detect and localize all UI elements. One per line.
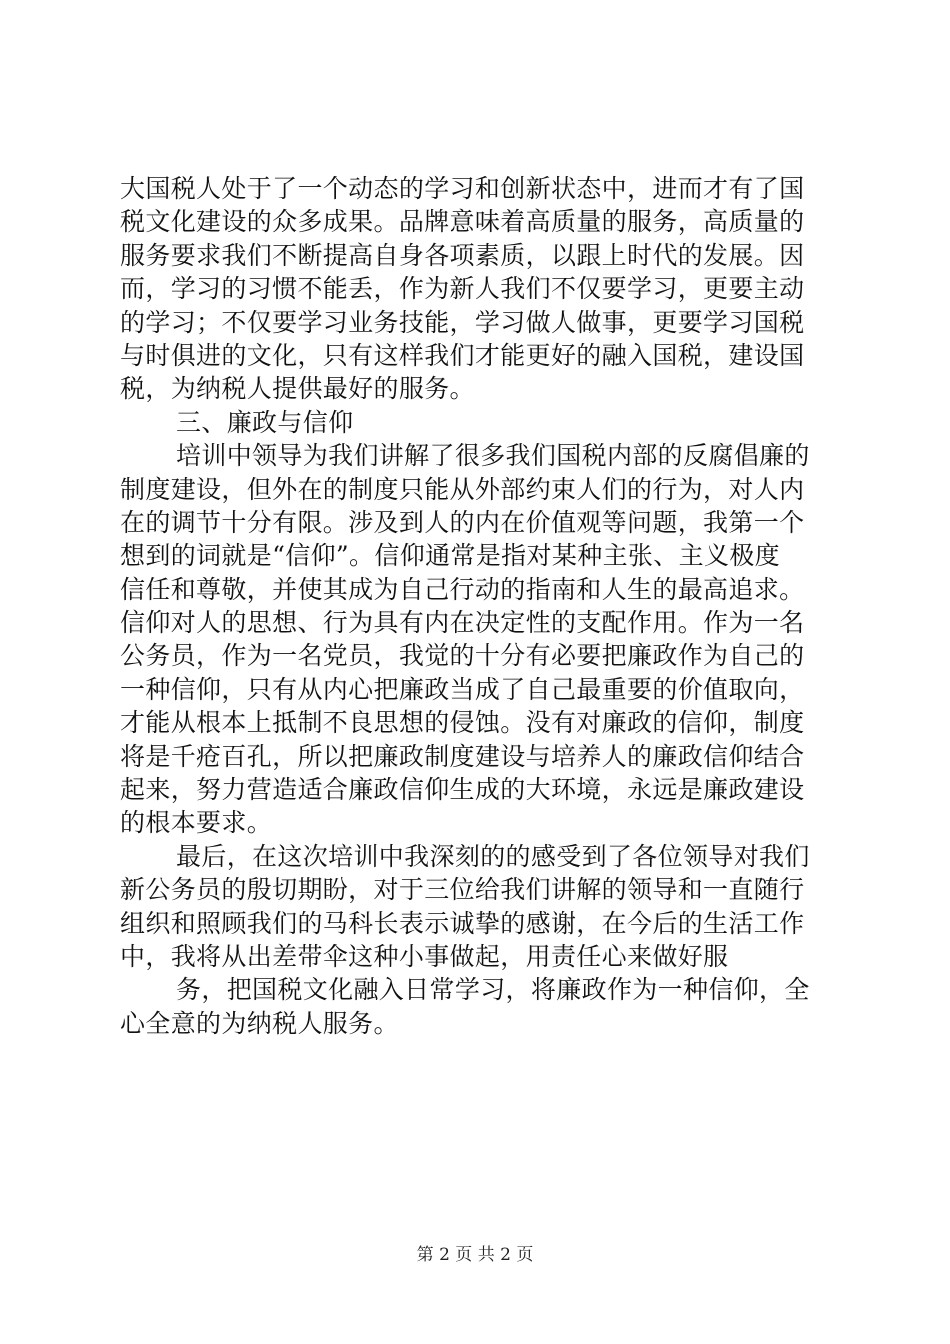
text-line: 税文化建设的众多成果。品牌意味着高质量的服务，高质量的 <box>120 207 805 237</box>
text-line: 公务员，作为一名党员，我觉的十分有必要把廉政作为自己的 <box>120 641 805 671</box>
text-line: 税，为纳税人提供最好的服务。 <box>120 374 475 404</box>
text-line: 制度建设，但外在的制度只能从外部约束人们的行为，对人内 <box>120 474 805 504</box>
text-line: 将是千疮百孔，所以把廉政制度建设与培养人的廉政信仰结合 <box>120 741 805 771</box>
text-line: 起来，努力营造适合廉政信仰生成的大环境，永远是廉政建设 <box>120 775 805 805</box>
text-line: 大国税人处于了一个动态的学习和创新状态中，进而才有了国 <box>120 174 805 203</box>
text-line: 想到的词就是“信仰”。信仰通常是指对某种主张、主义极度 <box>120 541 781 571</box>
text-line: 组织和照顾我们的马科长表示诚挚的感谢，在今后的生活工作 <box>120 908 805 938</box>
text-line: 信任和尊敬，并使其成为自己行动的指南和人生的最高追求。 <box>120 574 805 604</box>
text-line: 才能从根本上抵制不良思想的侵蚀。没有对廉政的信仰，制度 <box>120 708 805 738</box>
text-line: 信仰对人的思想、行为具有内在决定性的支配作用。作为一名 <box>120 608 805 638</box>
text-line: 而，学习的习惯不能丢，作为新人我们不仅要学习，更要主动 <box>120 274 805 304</box>
text-line: 培训中领导为我们讲解了很多我们国税内部的反腐倡廉的 <box>176 441 810 471</box>
text-line: 务，把国税文化融入日常学习，将廉政作为一种信仰，全 <box>176 975 810 1005</box>
text-line: 三、廉政与信仰 <box>176 407 354 437</box>
text-line: 心全意的为纳税人服务。 <box>120 1008 399 1038</box>
text-line: 在的调节十分有限。涉及到人的内在价值观等问题，我第一个 <box>120 507 805 537</box>
text-line: 一种信仰，只有从内心把廉政当成了自己最重要的价值取向， <box>120 674 805 704</box>
text-line: 新公务员的殷切期盼，对于三位给我们讲解的领导和一直随行 <box>120 875 805 905</box>
text-line: 中，我将从出差带伞这种小事做起，用责任心来做好服 <box>120 941 729 971</box>
text-line: 与时俱进的文化，只有这样我们才能更好的融入国税，建设国 <box>120 340 805 370</box>
text-line: 的根本要求。 <box>120 808 273 838</box>
document-body <box>120 172 832 1040</box>
text-line: 最后，在这次培训中我深刻的的感受到了各位领导对我们 <box>176 841 810 871</box>
text-line: 的学习；不仅要学习业务技能，学习做人做事，更要学习国税 <box>120 307 805 337</box>
text-line: 服务要求我们不断提高自身各项素质，以跟上时代的发展。因 <box>120 240 805 270</box>
page-footer: 第 2 页 共 2 页 <box>416 1245 534 1265</box>
